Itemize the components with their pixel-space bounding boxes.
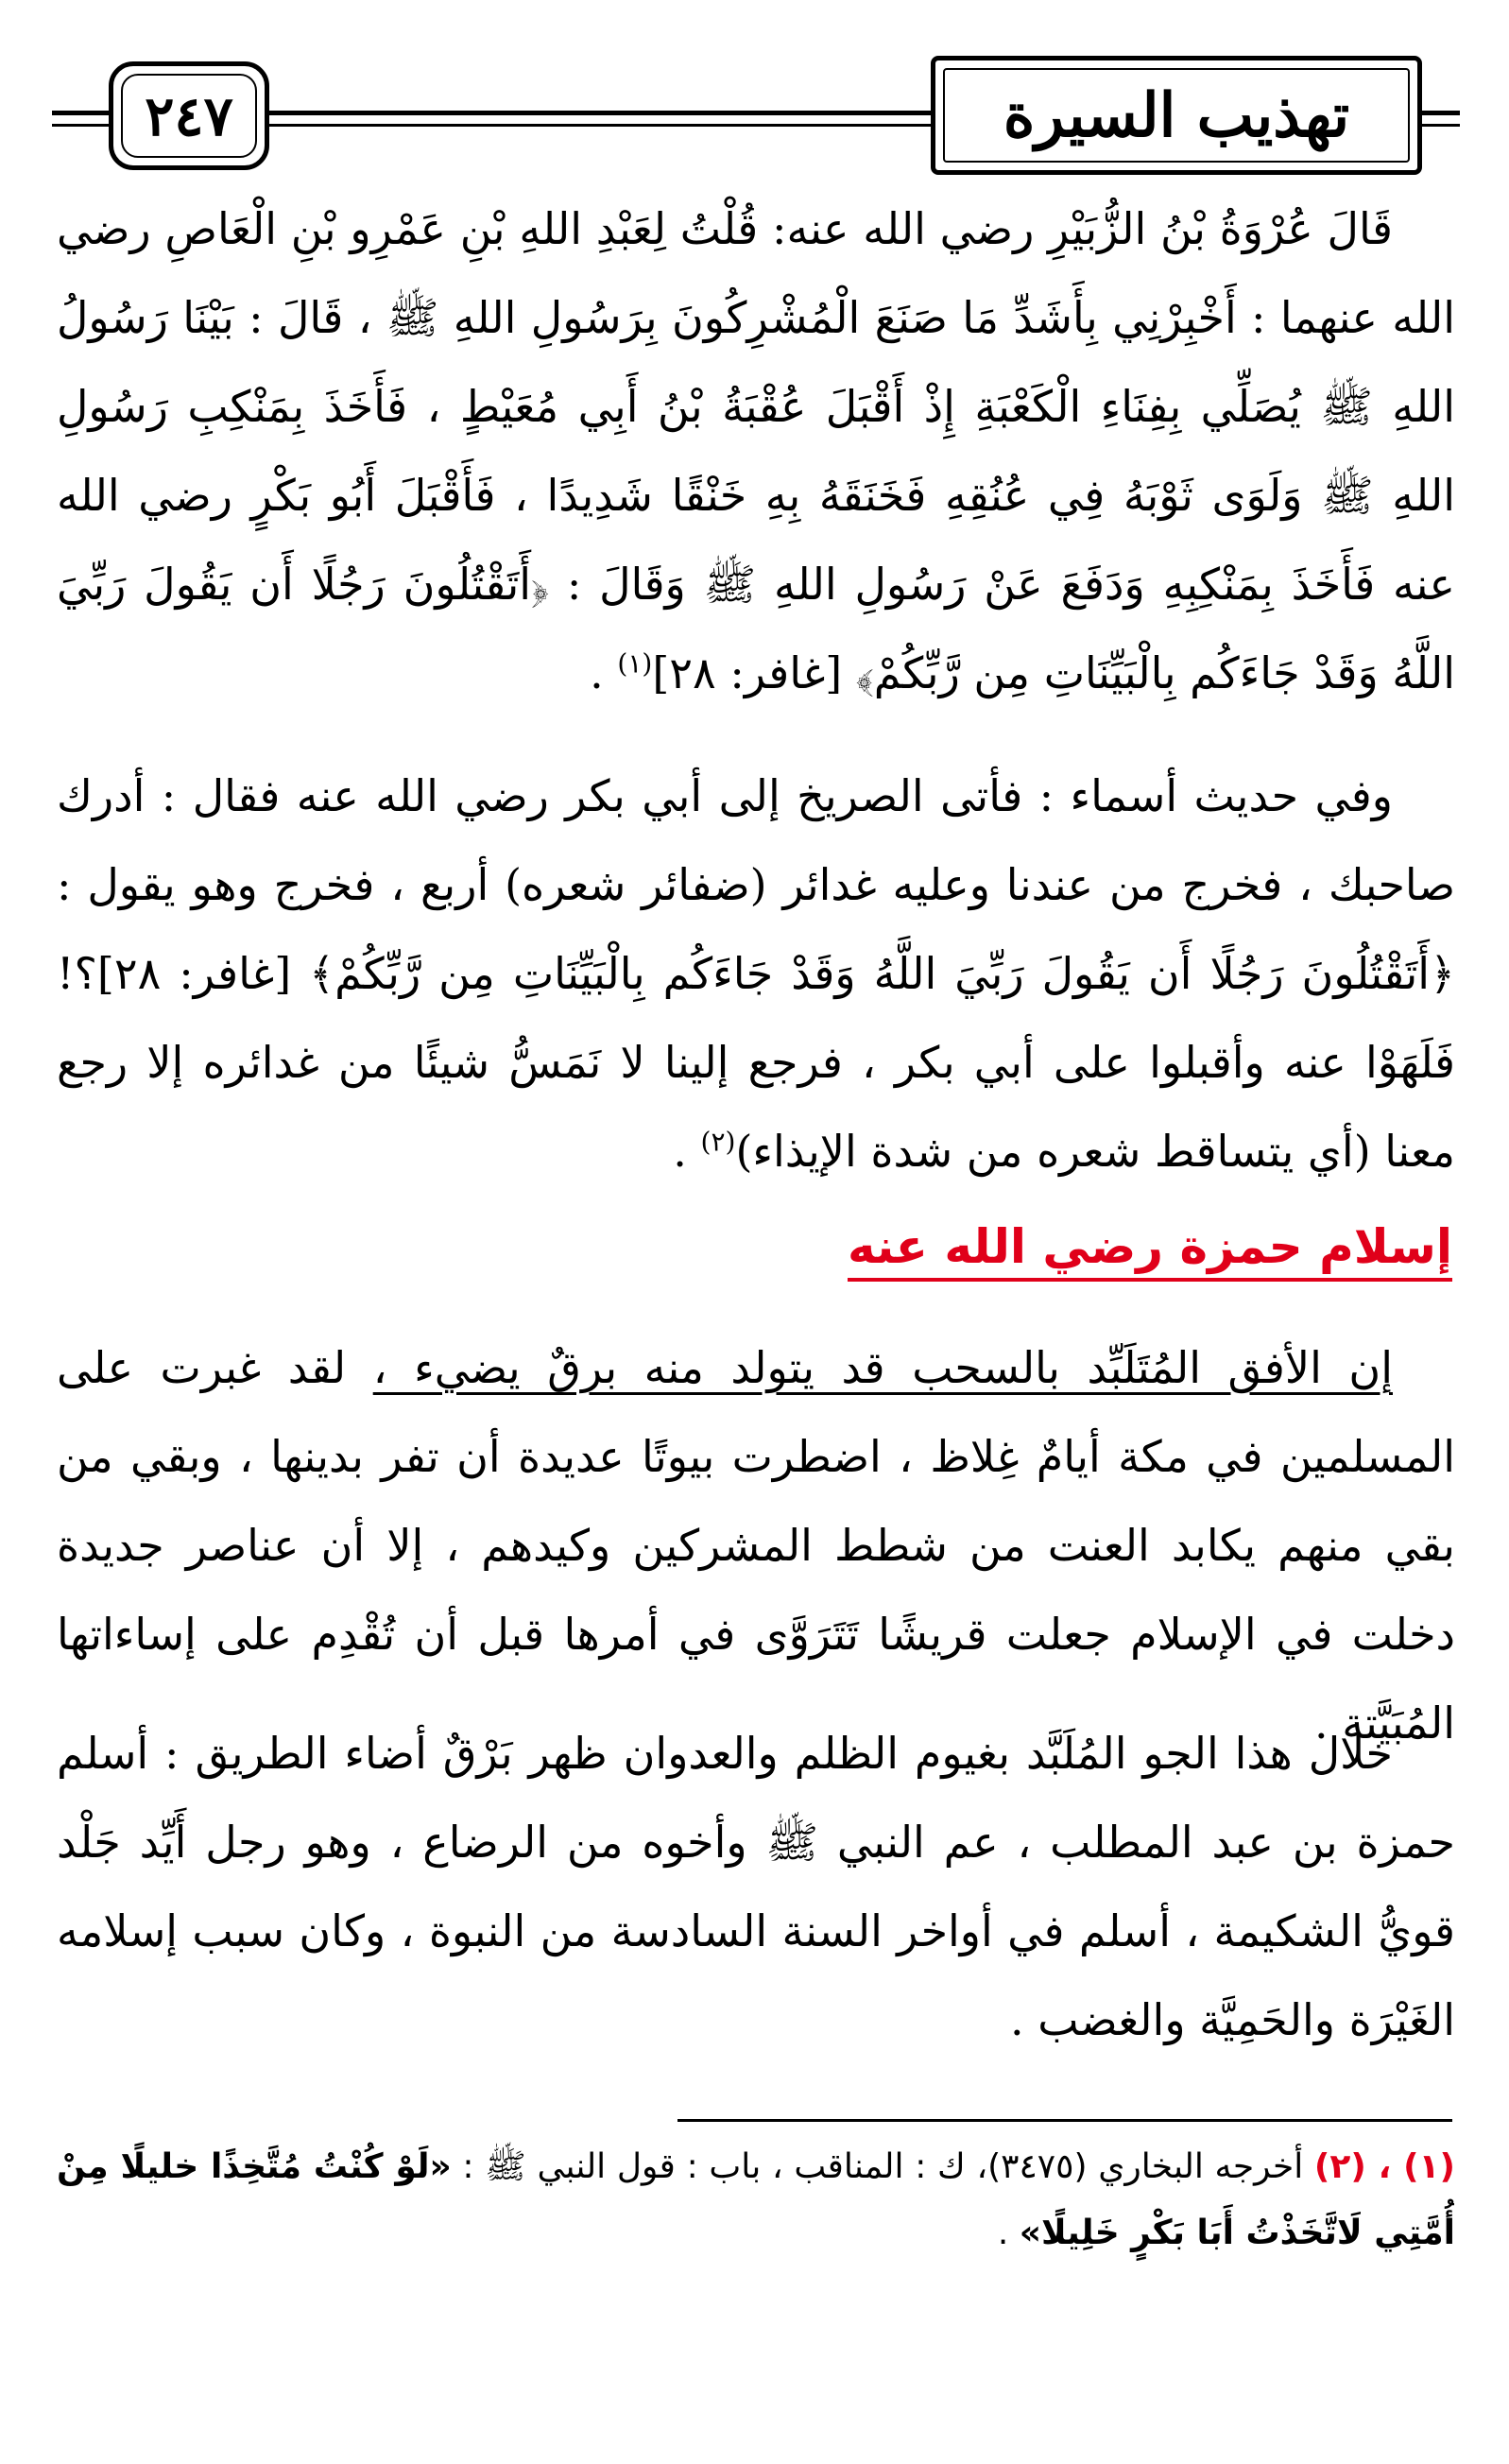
paragraph-text [57,1323,1455,1767]
paragraph-asma-hadith [57,751,1455,1196]
footnote-marker-2: (٢) [700,1126,736,1158]
paragraph-end: . [590,647,618,698]
footnote-marker-1: (١) [617,647,653,680]
paragraph-text [57,184,1455,717]
paragraph-end: . [673,1126,701,1177]
paragraph-body: وفي حديث أسماء : فأتى الصريخ إلى أبي بكر رضي الله عنه فقال : أدرك صاحبك ، فخرج من عندنا وعليه غدائر (ضفائر شعره) أربع ، فخرج وهو يقول : ﴿أَتَقْتُلُونَ رَجُلًا أَن يَقُولَ رَبِّيَ اللَّهُ وَقَدْ جَاءَكُم بِالْبَيِّنَاتِ مِن رَّبِّكُمْ﴾ [غافر: ٢٨]؟! فَلَهَوْا عنه وأقبلوا على أبي بكر ، فرجع إلينا لا نَمَسُّ شيئًا من غدائره إلا رجع معنا (أي يتساقط شعره من شدة الإيذاء) [57,770,1455,1177]
paragraph-urwa-hadith [57,184,1455,717]
page-number: ٢٤٧ [145,83,233,148]
paragraph-text [57,1709,1455,2064]
footnote-refs: (١) ، (٢) [1313,2147,1455,2186]
page-header [52,52,1460,194]
paragraph-body: لقد غبرت على المسلمين في مكة أيامٌ غِلاظ ، اضطرت بيوتًا عديدة أن تفر بدينها ، وبقي من بقي منهم يكابد العنت من شطط المشركين وكيدهم ، إلا أن عناصر جديدة دخلت في الإسلام جعلت قريشًا تَتَرَوَّى في أمرها قبل أن تُقْدِم على إساءاتها المُبَيَّتة . [57,1342,1455,1749]
footnote-quote: «لَوْ كُنْتُ مُتَّخِذًا خليلًا مِنْ أُمَّتِي لَاتَّخَذْتُ أَبَا بَكْرٍ خَلِيلًا» [57,2147,1455,2252]
paragraph-intro [57,1323,1455,1767]
book-title: تهذيب السيرة [1003,79,1350,151]
underlined-phrase: إن الأفق المُتَلَبِّد بالسحب قد يتولد منه برقٌ يضيء ، [372,1342,1393,1393]
paragraph-body: خلال هذا الجو المُلَبَّد بغيوم الظلم والعدوان ظهر بَرْقٌ أضاء الطريق : أسلم حمزة بن عبد المطلب ، عم النبي ﷺ وأخوه من الرضاع ، وهو رجل أَيِّد جَلْد قويُّ الشكيمة ، أسلم في أواخر السنة السادسة من النبوة ، وكان سبب إسلامه الغَيْرَة والحَمِيَّة والغضب . [57,1728,1455,2045]
book-title-frame [931,56,1422,175]
page-number-frame [109,61,269,170]
paragraph-body: قَالَ عُرْوَةُ بْنُ الزُّبَيْرِ رضي الله عنه: قُلْتُ لِعَبْدِ اللهِ بْنِ عَمْرِو بْنِ الْعَاصِ رضي الله عنهما : أَخْبِرْنِي بِأَشَدِّ مَا صَنَعَ الْمُشْرِكُونَ بِرَسُولِ اللهِ ﷺ ، قَالَ : بَيْنَا رَسُولُ اللهِ ﷺ يُصَلِّي بِفِنَاءِ الْكَعْبَةِ إِذْ أَقْبَلَ عُقْبَةُ بْنُ أَبِي مُعَيْطٍ ، فَأَخَذَ بِمَنْكِبِ رَسُولِ اللهِ ﷺ وَلَوَى ثَوْبَهُ فِي عُنُقِهِ فَخَنَقَهُ بِهِ خَنْقًا شَدِيدًا ، فَأَقْبَلَ أَبُو بَكْرٍ رضي الله عنه فَأَخَذَ بِمَنْكِبِهِ وَدَفَعَ عَنْ رَسُولِ اللهِ ﷺ وَقَالَ : ﴿أَتَقْتُلُونَ رَجُلًا أَن يَقُولَ رَبِّيَ اللَّهُ وَقَدْ جَاءَكُم بِالْبَيِّنَاتِ مِن رَّبِّكُمْ﴾ [غافر: ٢٨] [57,203,1455,698]
footnote-text: أخرجه البخاري (٣٤٧٥)، ك : المناقب ، باب : قول النبي ﷺ : [451,2147,1314,2186]
section-heading: إسلام حمزة رضي الله عنه [848,1219,1452,1282]
paragraph-text [57,751,1455,1196]
footnote-end: . [997,2214,1020,2252]
paragraph-hamza [57,1709,1455,2064]
footnote-divider [677,2119,1452,2122]
footnotes [57,2134,1455,2266]
